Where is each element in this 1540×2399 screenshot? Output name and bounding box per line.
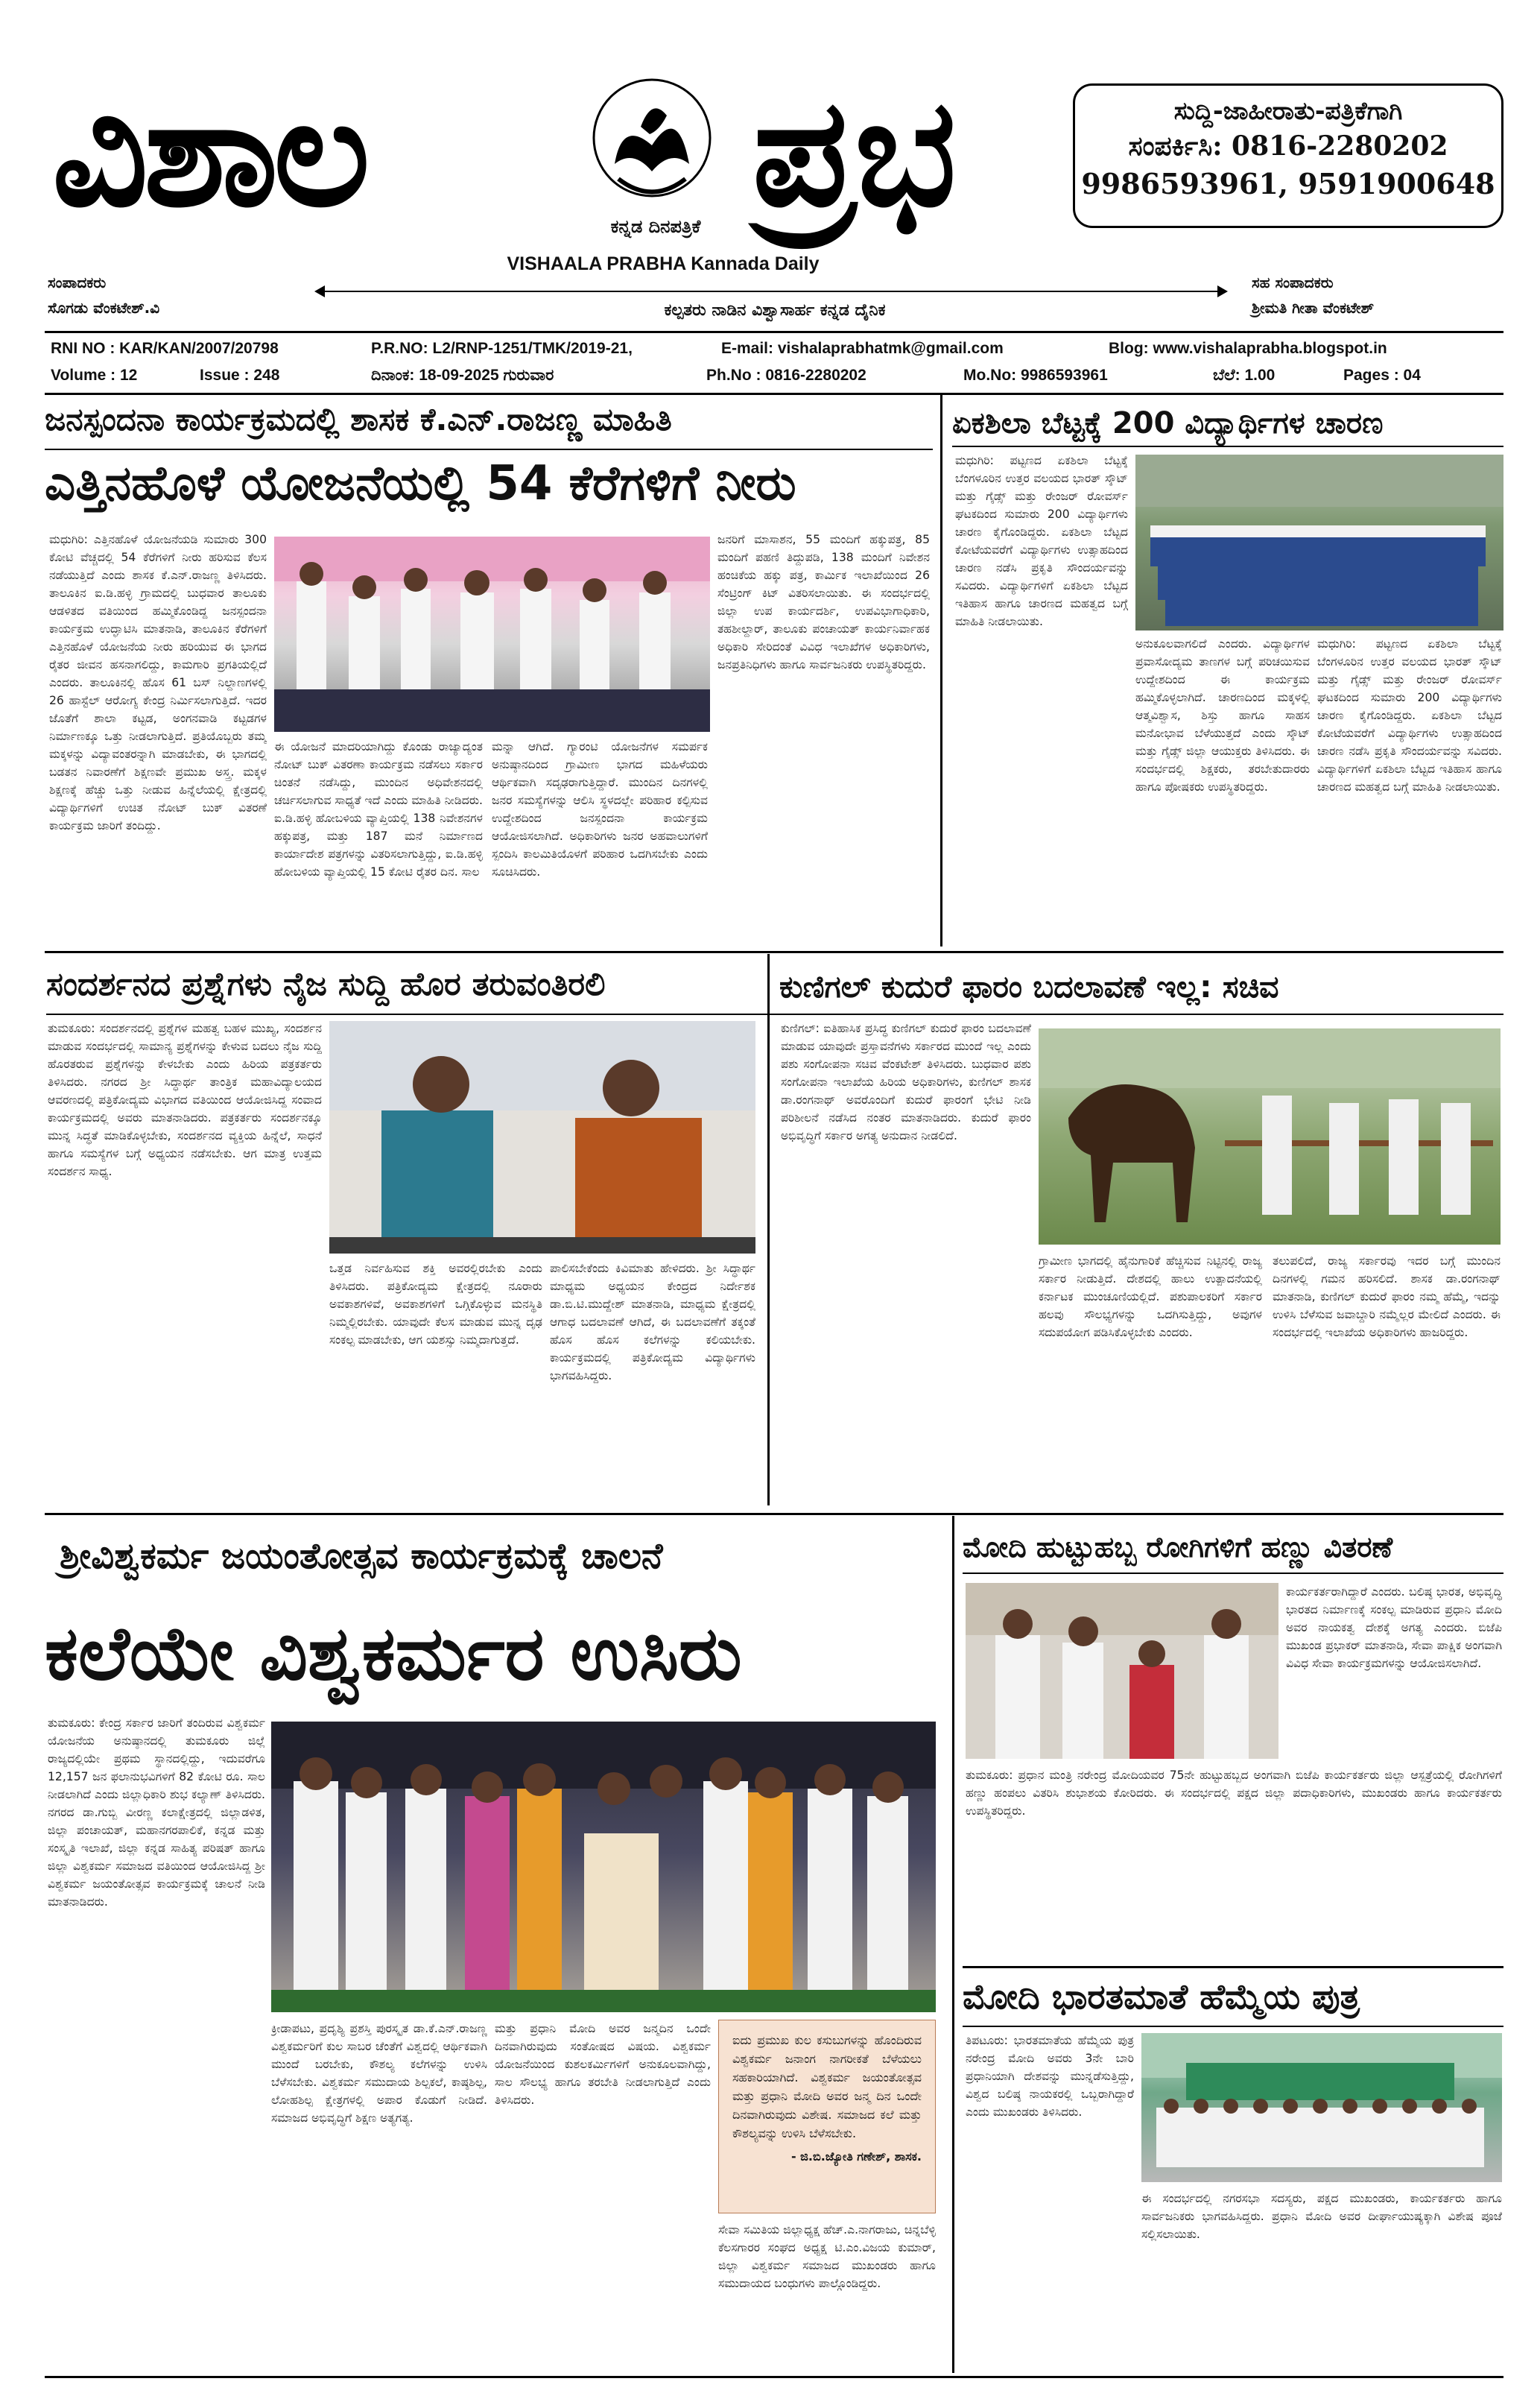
contact-line-2: ಸಂಪರ್ಕಿಸಿ: 0816-2280202 (1128, 130, 1448, 162)
story5-col2: ಕ್ರೀಡಾಪಟು, ಪ್ರದೃಶ್ಯಿ ಪ್ರಶಸ್ತಿ ಪುರಸ್ಕೃತ ಡಾ.ಕೆ.ಎನ್.ರಾಜಣ್ಣ ವಿಶ್ವಕರ್ಮರಿಗೆ ಕುಲ ಸಾಬರ ಚೆಂತೆಗೆ ವಿಶ್ವದಲ್ಲಿ ಆರ್ಥಿಕವಾಗಿ ಮುಂದೆ ಬರಬೇಕು, ಕೌಶಲ್ಯ ಕಲೆಗಳನ್ನು ಉಳಿಸಿ ಬೆಳೆಸಬೇಕು. ವಿಶ್ವಕರ್ಮ ಸಮುದಾಯ ಶಿಲ್ಪಕಲೆ, ಕಾಷ್ಠಶಿಲ್ಪ, ಲೋಹಶಿಲ್ಪ ಕ್ಷೇತ್ರಗಳಲ್ಲಿ ಅಪಾರ ಕೊಡುಗೆ ನೀಡಿದೆ. ಸಮಾಜದ ಅಭಿವೃದ್ಧಿಗೆ ಶಿಕ್ಷಣ ಅತ್ಯಗತ್ಯ. (271, 2022, 487, 2125)
story2-col2b: ಮಧುಗಿರಿ: ಪಟ್ಟಣದ ಏಕಶಿಲಾ ಬೆಟ್ಟಕ್ಕೆ ಬೆಂಗಳೂರಿನ ಉತ್ತರ ವಲಯದ ಭಾರತ್ ಸ್ಕೌಟ್ ಮತ್ತು ಗೈಡ್ಸ್ ಮತ್ತು ರೇಂಜರ್ ರೋವರ್ಸ್ ಘಟಕದಿಂದ ಸುಮಾರು 200 ವಿದ್ಯಾರ್ಥಿಗಳು ಚಾರಣ ಕೈಗೊಂಡಿದ್ದರು. ಏಕಶಿಲಾ ಬೆಟ್ಟದ ಕೋಟೆಯವರೆಗೆ ವಿದ್ಯಾರ್ಥಿಗಳು ಉತ್ಸಾಹದಿಂದ ಚಾರಣ ನಡೆಸಿ ಪ್ರಕೃತಿ ಸೌಂದರ್ಯವನ್ನು ಸವಿದರು. ವಿದ್ಯಾರ್ಥಿಗಳಿಗೆ ಏಕಶಿಲಾ ಬೆಟ್ಟದ ಇತಿಹಾಸ ಹಾಗೂ ಚಾರಣದ ಮಹತ್ವದ ಬಗ್ಗೆ ಮಾಹಿತಿ ನೀಡಲಾಯಿತು. (1317, 637, 1502, 794)
story5-photo (271, 1722, 936, 2012)
story4-headline: ಕುಣಿಗಲ್ ಕುದುರೆ ಫಾರಂ ಬದಲಾವಣೆ ಇಲ್ಲ: ಸಚಿವ (779, 969, 1279, 1005)
rule (963, 2026, 1503, 2027)
rni-number: RNI NO : KAR/KAN/2007/20798 (51, 340, 279, 357)
story5-col3: ಮತ್ತು ಪ್ರಧಾನಿ ಮೋದಿ ಅವರ ಜನ್ಮದಿನ ಒಂದೇ ದಿನವಾಗಿರುವುದು ಸಂತೋಷದ ವಿಷಯ. ವಿಶ್ವಕರ್ಮ ಯೋಜನೆಯಿಂದ ಕುಶಲಕರ್ಮಿಗಳಿಗೆ ಅನುಕೂಲವಾಗಿದ್ದು, ಸಾಲ ಸೌಲಭ್ಯ ಹಾಗೂ ತರಬೇತಿ ನೀಡಲಾಗುತ್ತಿದೆ ಎಂದು ತಿಳಿಸಿದರು. (495, 2022, 711, 2107)
pages: Pages : 04 (1343, 367, 1421, 384)
story7-photo (1141, 2033, 1502, 2182)
story4-col3: ತಲುಪಲಿದೆ, ರಾಜ್ಯ ಸರ್ಕಾರವು ಇದರ ಬಗ್ಗೆ ಮುಂದಿನ ದಿನಗಳಲ್ಲಿ ಗಮನ ಹರಿಸಲಿದೆ. ಶಾಸಕ ಡಾ.ರಂಗನಾಥ್ ಮಾತನಾಡಿ, ಕುಣಿಗಲ್ ಕುದುರೆ ಫಾರಂ ನಮ್ಮ ಹೆಮ್ಮೆ, ಇದನ್ನು ಉಳಿಸಿ ಬೆಳೆಸುವ ಜವಾಬ್ದಾರಿ ನಮ್ಮೆಲ್ಲರ ಮೇಲಿದೆ ಎಂದರು. ಈ ಸಂದರ್ಭದಲ್ಲಿ ಇಲಾಖೆಯ ಅಧಿಕಾರಿಗಳು ಹಾಜರಿದ್ದರು. (1273, 1254, 1501, 1339)
story2-col1: ಮಧುಗಿರಿ: ಪಟ್ಟಣದ ಏಕಶಿಲಾ ಬೆಟ್ಟಕ್ಕೆ ಬೆಂಗಳೂರಿನ ಉತ್ತರ ವಲಯದ ಭಾರತ್ ಸ್ಕೌಟ್ ಮತ್ತು ಗೈಡ್ಸ್ ಮತ್ತು ರೇಂಜರ್ ರೋವರ್ಸ್ ಘಟಕದಿಂದ ಸುಮಾರು 200 ವಿದ್ಯಾರ್ಥಿಗಳು ಚಾರಣ ಕೈಗೊಂಡಿದ್ದರು. ಏಕಶಿಲಾ ಬೆಟ್ಟದ ಕೋಟೆಯವರೆಗೆ ವಿದ್ಯಾರ್ಥಿಗಳು ಉತ್ಸಾಹದಿಂದ ಚಾರಣ ನಡೆಸಿ ಪ್ರಕೃತಿ ಸೌಂದರ್ಯವನ್ನು ಸವಿದರು. ವಿದ್ಯಾರ್ಥಿಗಳಿಗೆ ಏಕಶಿಲಾ ಬೆಟ್ಟದ ಇತಿಹಾಸ ಹಾಗೂ ಚಾರಣದ ಮಹತ್ವದ ಬಗ್ಗೆ ಮಾಹಿತಿ ನೀಡಲಾಯಿತು. (955, 454, 1128, 628)
section-rule (45, 1513, 1503, 1515)
contact-line-3: 9986593961, 9591900648 (1081, 167, 1495, 200)
story1-photo (274, 537, 710, 732)
story3-col2: ಒತ್ತಡ ನಿರ್ವಹಿಸುವ ಶಕ್ತಿ ಅವರಲ್ಲಿರಬೇಕು ಎಂದು ತಿಳಿಸಿದರು. ಪತ್ರಿಕೋದ್ಯಮ ಕ್ಷೇತ್ರದಲ್ಲಿ ನೂರಾರು ಅವಕಾಶಗಳಿವೆ, ಅವಕಾಶಗಳಿಗೆ ಒಗ್ಗಿಕೊಳ್ಳುವ ಮನಸ್ಥಿತಿ ನಿಮ್ಮಲ್ಲಿರಬೇಕು. ಯಾವುದೇ ಕೆಲಸ ಮಾಡುವ ಮುನ್ನ ದೃಢ ಸಂಕಲ್ಪ ಮಾಡಬೇಕು, ಆಗ ಯಶಸ್ಸು ನಿಮ್ಮದಾಗುತ್ತದೆ. (329, 1262, 542, 1347)
story5-kicker: ಶ್ರೀವಿಶ್ವಕರ್ಮ ಜಯಂತೋತ್ಸವ ಕಾರ್ಯಕ್ರಮಕ್ಕೆ ಚಾಲನೆ (60, 1535, 663, 1577)
story7-headline: ಮೋದಿ ಭಾರತಮಾತೆ ಹೆಮ್ಮೆಯ ಪುತ್ರ (963, 1976, 1360, 2017)
column-rule (952, 1516, 954, 2373)
story1-col1: ಮಧುಗಿರಿ: ಎತ್ತಿನಹೊಳೆ ಯೋಜನೆಯಡಿ ಸುಮಾರು 300 ಕೋಟಿ ವೆಚ್ಚದಲ್ಲಿ 54 ಕೆರೆಗಳಿಗೆ ನೀರು ಹರಿಸುವ ಕೆಲಸ ನಡೆಯುತ್ತಿದೆ ಎಂದು ಶಾಸಕ ಕೆ.ಎನ್.ರಾಜಣ್ಣ ತಿಳಿಸಿದರು. ತಾಲೂಕಿನ ಐ.ಡಿ.ಹಳ್ಳಿ ಗ್ರಾಮದಲ್ಲಿ ಬುಧವಾರ ತಾಲೂಕು ಆಡಳಿತದ ವತಿಯಿಂದ ಹಮ್ಮಿಕೊಂಡಿದ್ದ ಜನಸ್ಪಂದನಾ ಕಾರ್ಯಕ್ರಮ ಉದ್ಘಾಟಿಸಿ ಮಾತನಾಡಿ, ತಾಲೂಕಿನ ಕೆರೆಗಳಿಗೆ ಎತ್ತಿನಹೊಳೆ ಯೋಜನೆಯ ನೀರು ಹರಿಯುವ ಈ ಭಾಗದ ರೈತರ ಜೀವನ ಹಸನಾಗಲಿದ್ದು, ಕಾಮಗಾರಿ ಪ್ರಗತಿಯಲ್ಲಿದೆ ಎಂದರು. ತಾಲೂಕಿನಲ್ಲಿ ಹೊಸ 61 ಬಸ್ ನಿಲ್ದಾಣಗಳಲ್ಲಿ 26 ಹಾಸ್ಟೆಲ್ ಆರೋಗ್ಯ ಕೇಂದ್ರ ನಿರ್ಮಿಸಲಾಗುತ್ತಿದೆ. ಇದರ ಜೊತೆಗೆ ಶಾಲಾ ಕಟ್ಟಡ, ಅಂಗನವಾಡಿ ಕಟ್ಟಡಗಳ ನಿರ್ಮಾಣಕ್ಕೂ ಒತ್ತು ನೀಡಲಾಗುತ್ತಿದೆ. ಪ್ರತಿಯೊಬ್ಬರು ತಮ್ಮ ಮಕ್ಕಳನ್ನು ವಿದ್ಯಾವಂತರನ್ನಾಗಿ ಮಾಡಬೇಕು, ಈ ಭಾಗದಲ್ಲಿ ಬಡತನ ನಿವಾರಣೆಗೆ ಶಿಕ್ಷಣವೇ ಪ್ರಮುಖ ಅಸ್ತ್ರ. ಮಕ್ಕಳ ಶಿಕ್ಷಣಕ್ಕೆ ಹೆಚ್ಚು ಒತ್ತು ನೀಡುವ ಹಿನ್ನೆಲೆಯಲ್ಲಿ ಕ್ಷೇತ್ರದಲ್ಲಿ ವಿದ್ಯಾರ್ಥಿಗಳಿಗೆ ಉಚಿತ ನೋಟ್ ಬುಕ್ ವಿತರಣೆ ಕಾರ್ಯಕ್ರಮ ಜಾರಿಗೆ ತಂದಿದ್ದು. (49, 533, 267, 832)
rule (952, 446, 1503, 447)
story1-col4: ಜನರಿಗೆ ಮಾಸಾಶನ, 55 ಮಂದಿಗೆ ಹಕ್ಕುಪತ್ರ, 85 ಮಂದಿಗೆ ಪಹಣಿ ತಿದ್ದುಪಡಿ, 138 ಮಂದಿಗೆ ನಿವೇಶನ ಹಂಚಿಕೆಯ ಹಕ್ಕು ಪತ್ರ, ಕಾರ್ಮಿಕ ಇಲಾಖೆಯಿಂದ 26 ಸೆಂಟ್ರಿಂಗ್ ಕಿಟ್ ವಿತರಿಸಲಾಯಿತು. ಈ ಸಂದರ್ಭದಲ್ಲಿ ಜಿಲ್ಲಾ ಉಪ ಕಾರ್ಯದರ್ಶಿ, ಉಪವಿಭಾಗಾಧಿಕಾರಿ, ತಹಶೀಲ್ದಾರ್, ತಾಲೂಕು ಪಂಚಾಯತ್ ಕಾರ್ಯನಿರ್ವಾಹಕ ಅಧಿಕಾರಿ ಸೇರಿದಂತೆ ವಿವಿಧ ಇಲಾಖೆಗಳ ಅಧಿಕಾರಿಗಳು, ಜನಪ್ರತಿನಿಧಿಗಳು ಹಾಗೂ ಸಾರ್ವಜನಿಕರು ಉಪಸ್ಥಿತರಿದ್ದರು. (717, 533, 930, 671)
story5-quote: ಐದು ಪ್ರಮುಖ ಕುಲ ಕಸುಬುಗಳನ್ನು ಹೊಂದಿರುವ ವಿಶ್ವಕರ್ಮ ಜನಾಂಗ ನಾಗರೀಕತೆ ಬೆಳೆಯಲು ಸಹಕಾರಿಯಾಗಿದೆ. ವಿಶ್ವಕರ್ಮ ಜಯಂತೋತ್ಸವ ಮತ್ತು ಪ್ರಧಾನಿ ಮೋದಿ ಅವರ ಜನ್ಮ ದಿನ ಒಂದೇ ದಿನವಾಗಿರುವುದು ವಿಶೇಷ. ಸಮಾಜದ ಕಲೆ ಮತ್ತು ಕೌಶಲ್ಯವನ್ನು ಉಳಿಸಿ ಬೆಳೆಸಬೇಕು. (732, 2033, 922, 2140)
rule (779, 1014, 1503, 1015)
co-editor-label: ಸಹ ಸಂಪಾದಕರು (1252, 274, 1334, 291)
story5-col4: ಸೇವಾ ಸಮಿತಿಯ ಜಿಲ್ಲಾಧ್ಯಕ್ಷ ಹೆಚ್.ಎ.ನಾಗರಾಜು, ಚಿನ್ನಬೆಳ್ಳಿ ಕೆಲಸಗಾರರ ಸಂಘದ ಅಧ್ಯಕ್ಷ ಟಿ.ಎಂ.ವಿಜಯ ಕುಮಾರ್, ಜಿಲ್ಲಾ ವಿಶ್ವಕರ್ಮ ಸಮಾಜದ ಮುಖಂಡರು ಹಾಗೂ ಸಮುದಾಯದ ಬಂಧುಗಳು ಪಾಲ್ಗೊಂಡಿದ್ದರು. (718, 2223, 936, 2290)
story6-col-bottom: ತುಮಕೂರು: ಪ್ರಧಾನ ಮಂತ್ರಿ ನರೇಂದ್ರ ಮೋದಿಯವರ 75ನೇ ಹುಟ್ಟುಹಬ್ಬದ ಅಂಗವಾಗಿ ಬಿಜೆಪಿ ಕಾರ್ಯಕರ್ತರು ಜಿಲ್ಲಾ ಆಸ್ಪತ್ರೆಯಲ್ಲಿ ರೋಗಿಗಳಿಗೆ ಹಣ್ಣು ಹಂಪಲು ವಿತರಿಸಿ ಶುಭಾಶಯ ಕೋರಿದರು. ಈ ಸಂದರ್ಭದಲ್ಲಿ ಪಕ್ಷದ ಜಿಲ್ಲಾ ಪದಾಧಿಕಾರಿಗಳು, ಮುಖಂಡರು ಹಾಗೂ ಕಾರ್ಯಕರ್ತರು ಉಪಸ್ಥಿತರಿದ್ದರು. (966, 1769, 1502, 1818)
subtitle-kannada: ಕನ್ನಡ ದಿನಪತ್ರಿಕೆ (610, 216, 701, 237)
date: ದಿನಾಂಕ: 18-09-2025 ಗುರುವಾರ (371, 367, 554, 384)
column-rule (940, 395, 942, 946)
story3-col1: ತುಮಕೂರು: ಸಂದರ್ಶನದಲ್ಲಿ ಪ್ರಶ್ನೆಗಳ ಮಹತ್ವ ಬಹಳ ಮುಖ್ಯ, ಸಂದರ್ಶನ ಮಾಡುವ ಸಂದರ್ಭದಲ್ಲಿ ಸಾಮಾನ್ಯ ಪ್ರಶ್ನೆಗಳನ್ನು ಕೇಳುವ ಬದಲು ನೈಜ ಸುದ್ದಿ ಹೊರತರುವ ಪ್ರಶ್ನೆಗಳನ್ನು ಕೇಳಬೇಕು ಎಂದು ಹಿರಿಯ ಪತ್ರಕರ್ತರು ತಿಳಿಸಿದರು. ನಗರದ ಶ್ರೀ ಸಿದ್ಧಾರ್ಥ ತಾಂತ್ರಿಕ ಮಹಾವಿದ್ಯಾಲಯದ ಆವರಣದಲ್ಲಿ ಪತ್ರಿಕೋದ್ಯಮ ವಿಭಾಗದ ವತಿಯಿಂದ ಆಯೋಜಿಸಿದ್ದ ಸಂವಾದ ಕಾರ್ಯಕ್ರಮದಲ್ಲಿ ಅವರು ಮಾತನಾಡಿದರು. ಪತ್ರಕರ್ತರು ಸಂದರ್ಶನಕ್ಕೂ ಮುನ್ನ ಸಿದ್ಧತೆ ಮಾಡಿಕೊಳ್ಳಬೇಕು, ಸಂದರ್ಶನದ ವ್ಯಕ್ತಿಯ ಹಿನ್ನೆಲೆ, ಸಾಧನೆ ಹಾಗೂ ಸಮಸ್ಯೆಗಳ ಬಗ್ಗೆ ಅಧ್ಯಯನ ನಡೆಸಬೇಕು. ಆಗ ಮಾತ್ರ ಉತ್ತಮ ಸಂದರ್ಶನ ಸಾಧ್ಯ. (48, 1022, 322, 1178)
story6-headline: ಮೋದಿ ಹುಟ್ಟುಹಬ್ಬ ರೋಗಿಗಳಿಗೆ ಹಣ್ಣು ವಿತರಣೆ (963, 1531, 1393, 1564)
rule (963, 1573, 1503, 1574)
story2-headline: ಏಕಶಿಲಾ ಬೆಟ್ಟಕ್ಕೆ 200 ವಿದ್ಯಾರ್ಥಿಗಳ ಚಾರಣ (952, 406, 1384, 440)
dove-emblem-icon (589, 75, 715, 216)
editor-name: ಸೊಗಡು ವೆಂಕಟೇಶ್.ವಿ (48, 299, 160, 317)
slogan: ಕಲ್ಪತರು ನಾಡಿನ ವಿಶ್ವಾಸಾರ್ಹ ಕನ್ನಡ ದೈನಿಕ (664, 301, 886, 320)
story5-col1: ತುಮಕೂರು: ಕೇಂದ್ರ ಸರ್ಕಾರ ಜಾರಿಗೆ ತಂದಿರುವ ವಿಶ್ವಕರ್ಮ ಯೋಜನೆಯ ಅನುಷ್ಠಾನದಲ್ಲಿ ತುಮಕೂರು ಜಿಲ್ಲೆ ರಾಜ್ಯದಲ್ಲಿಯೇ ಪ್ರಥಮ ಸ್ಥಾನದಲ್ಲಿದ್ದು, ಇದುವರೆಗೂ 12,157 ಜನ ಫಲಾನುಭವಿಗಳಿಗೆ 82 ಕೋಟಿ ರೂ. ಸಾಲ ನೀಡಲಾಗಿದೆ ಎಂದು ಜಿಲ್ಲಾಧಿಕಾರಿ ಶುಭ ಕಲ್ಯಾಣ್ ತಿಳಿಸಿದರು. ನಗರದ ಡಾ.ಗುಬ್ಬಿ ವೀರಣ್ಣ ಕಲಾಕ್ಷೇತ್ರದಲ್ಲಿ ಜಿಲ್ಲಾಡಳಿತ, ಜಿಲ್ಲಾ ಪಂಚಾಯತ್, ಮಹಾನಗರಪಾಲಿಕೆ, ಕನ್ನಡ ಮತ್ತು ಸಂಸ್ಕೃತಿ ಇಲಾಖೆ, ಜಿಲ್ಲಾ ಕನ್ನಡ ಸಾಹಿತ್ಯ ಪರಿಷತ್ ಹಾಗೂ ಜಿಲ್ಲಾ ವಿಶ್ವಕರ್ಮ ಸಮಾಜದ ವತಿಯಿಂದ ಆಯೋಜಿಸಿದ್ದ ಶ್ರೀ ವಿಶ್ವಕರ್ಮ ಜಯಂತೋತ್ಸವ ಕಾರ್ಯಕ್ರಮಕ್ಕೆ ಚಾಲನೆ ನೀಡಿ ಮಾತನಾಡಿದರು. (48, 1716, 265, 1909)
story1-col2: ಈ ಯೋಜನೆ ಮಾದರಿಯಾಗಿದ್ದು ಕೊಂಡು ರಾಜ್ಯಾದ್ಯಂತ ನೋಟ್ ಬುಕ್ ವಿತರಣಾ ಕಾರ್ಯಕ್ರಮ ನಡೆಸಲು ಸರ್ಕಾರ ಚಿಂತನೆ ನಡೆಸಿದ್ದು, ಮುಂದಿನ ಅಧಿವೇಶನದಲ್ಲಿ ಚರ್ಚಿಸಲಾಗುವ ಸಾಧ್ಯತೆ ಇದೆ ಎಂದು ಮಾಹಿತಿ ನೀಡಿದರು. ಐ.ಡಿ.ಹಳ್ಳಿ ಹೋಬಳಿಯ ವ್ಯಾಪ್ತಿಯಲ್ಲಿ 138 ನಿವೇಶನಗಳ ಹಕ್ಕುಪತ್ರ, ಮತ್ತು 187 ಮನೆ ನಿರ್ಮಾಣದ ಕಾರ್ಯಾದೇಶ ಪತ್ರಗಳನ್ನು ವಿತರಿಸಲಾಗುತ್ತಿದ್ದು, ಐ.ಡಿ.ಹಳ್ಳಿ ಹೋಬಳಿಯ ವ್ಯಾಪ್ತಿಯಲ್ಲಿ 15 ಕೋಟಿ ರೈತರ ದಿನ. ಸಾಲ (274, 740, 483, 879)
contact-line-1: ಸುದ್ದಿ-ಜಾಹೀರಾತು-ಪತ್ರಿಕೆಗಾಗಿ (1173, 96, 1403, 125)
mobile: Mo.No: 9986593961 (963, 367, 1108, 384)
co-editor-name: ಶ್ರೀಮತಿ ಗೀತಾ ವೆಂಕಟೇಶ್ (1252, 299, 1375, 317)
pr-number: P.R.NO: L2/RNP-1251/TMK/2019-21, (371, 340, 633, 357)
section-rule (45, 951, 1503, 953)
story7-col-bottom: ಈ ಸಂದರ್ಭದಲ್ಲಿ ನಗರಸಭಾ ಸದಸ್ಯರು, ಪಕ್ಷದ ಮುಖಂಡರು, ಕಾರ್ಯಕರ್ತರು ಹಾಗೂ ಸಾರ್ವಜನಿಕರು ಭಾಗವಹಿಸಿದ್ದರು. ಪ್ರಧಾನಿ ಮೋದಿ ಅವರ ದೀರ್ಘಾಯುಷ್ಯಕ್ಕಾಗಿ ವಿಶೇಷ ಪೂಜೆ ಸಲ್ಲಿಸಲಾಯಿತು. (1141, 2192, 1502, 2241)
contact-box (1073, 83, 1503, 228)
story4-col2: ಗ್ರಾಮೀಣ ಭಾಗದಲ್ಲಿ ಹೈನುಗಾರಿಕೆ ಹೆಚ್ಚಿಸುವ ನಿಟ್ಟಿನಲ್ಲಿ ರಾಜ್ಯ ಸರ್ಕಾರ ನೀಡುತ್ತಿದೆ. ದೇಶದಲ್ಲಿ ಹಾಲು ಉತ್ಪಾದನೆಯಲ್ಲಿ ಕರ್ನಾಟಕ ಮುಂಚೂಣಿಯಲ್ಲಿದೆ. ಪಶುಪಾಲಕರಿಗೆ ಸರ್ಕಾರ ಹಲವು ಸೌಲಭ್ಯಗಳನ್ನು ಒದಗಿಸುತ್ತಿದ್ದು, ಅವುಗಳ ಸದುಪಯೋಗ ಪಡಿಸಿಕೊಳ್ಳಬೇಕು ಎಂದರು. (1039, 1254, 1262, 1339)
editor-block (48, 270, 159, 320)
story5-quote-author: - ಜಿ.ಬಿ.ಜ್ಯೋತಿ ಗಣೇಶ್, ಶಾಸಕ. (790, 2149, 922, 2163)
issue: Issue : 248 (200, 367, 280, 384)
email: E-mail: vishalaprabhatmk@gmail.com (721, 340, 1004, 357)
story3-headline: ಸಂದರ್ಶನದ ಪ್ರಶ್ನೆಗಳು ನೈಜ ಸುದ್ದಿ ಹೊರ ತರುವಂತಿರಲಿ (46, 966, 606, 1003)
price: ಬೆಲೆ: 1.00 (1213, 367, 1276, 384)
story4-photo (1039, 1028, 1501, 1245)
editor-label: ಸಂಪಾದಕರು (48, 274, 107, 291)
story1-col3: ಮನ್ನಾ ಆಗಿದೆ. ಗ್ಯಾರಂಟಿ ಯೋಜನೆಗಳ ಸಮರ್ಪಕ ಅನುಷ್ಠಾನದಿಂದ ಗ್ರಾಮೀಣ ಭಾಗದ ಮಹಿಳೆಯರು ಆರ್ಥಿಕವಾಗಿ ಸದೃಢರಾಗುತ್ತಿದ್ದಾರೆ. ಮುಂದಿನ ದಿನಗಳಲ್ಲಿ ಜನರ ಸಮಸ್ಯೆಗಳನ್ನು ಆಲಿಸಿ ಸ್ಥಳದಲ್ಲೇ ಪರಿಹಾರ ಕಲ್ಪಿಸುವ ಉದ್ದೇಶದಿಂದ ಜನಸ್ಪಂದನಾ ಕಾರ್ಯಕ್ರಮ ಆಯೋಜಿಸಲಾಗಿದೆ. ಅಧಿಕಾರಿಗಳು ಜನರ ಅಹವಾಲುಗಳಿಗೆ ಸ್ಪಂದಿಸಿ ಕಾಲಮಿತಿಯೊಳಗೆ ಪರಿಹಾರ ಒದಗಿಸಬೇಕು ಎಂದು ಸೂಚಿಸಿದರು. (492, 740, 708, 879)
story7-col-top: ತಿಪಟೂರು: ಭಾರತಮಾತೆಯ ಹೆಮ್ಮೆಯ ಪುತ್ರ ನರೇಂದ್ರ ಮೋದಿ ಅವರು 3ನೇ ಬಾರಿ ಪ್ರಧಾನಿಯಾಗಿ ದೇಶವನ್ನು ಮುನ್ನಡೆಸುತ್ತಿದ್ದು, ವಿಶ್ವದ ಬಲಿಷ್ಠ ನಾಯಕರಲ್ಲಿ ಒಬ್ಬರಾಗಿದ್ದಾರೆ ಎಂದು ಮುಖಂಡರು ತಿಳಿಸಿದರು. (966, 2034, 1134, 2119)
volume: Volume : 12 (51, 367, 138, 384)
slogan-divider (320, 291, 1222, 292)
story2-photo (1135, 455, 1503, 630)
info-bar (45, 331, 1503, 395)
story3-col3: ಪಾಲಿಸಬೇಕೆಂದು ಕಿವಿಮಾತು ಹೇಳಿದರು. ಶ್ರೀ ಸಿದ್ಧಾರ್ಥ ಮಾಧ್ಯಮ ಅಧ್ಯಯನ ಕೇಂದ್ರದ ನಿರ್ದೇಶಕ ಡಾ.ಬಿ.ಟಿ.ಮುದ್ದೇಶ್ ಮಾತನಾಡಿ, ಮಾಧ್ಯಮ ಕ್ಷೇತ್ರದಲ್ಲಿ ಆಗಾಧ ಬದಲಾವಣೆ ಆಗಿದೆ, ಈ ಬದಲಾವಣೆಗೆ ತಕ್ಕಂತೆ ಹೊಸ ಹೊಸ ಕಲೆಗಳನ್ನು ಕಲಿಯಬೇಕು. ಕಾರ್ಯಕ್ರಮದಲ್ಲಿ ಪತ್ರಿಕೋದ್ಯಮ ವಿದ್ಯಾರ್ಥಿಗಳು ಭಾಗವಹಿಸಿದ್ದರು. (550, 1262, 755, 1382)
story1-headline: ಎತ್ತಿನಹೊಳೆ ಯೋಜನೆಯಲ್ಲಿ 54 ಕೆರೆಗಳಿಗೆ ನೀರು (45, 456, 796, 511)
story4-col1: ಕುಣಿಗಲ್: ಐತಿಹಾಸಿಕ ಪ್ರಸಿದ್ಧ ಕುಣಿಗಲ್ ಕುದುರೆ ಫಾರಂ ಬದಲಾವಣೆ ಮಾಡುವ ಯಾವುದೇ ಪ್ರಸ್ತಾವನೆಗಳು ಸರ್ಕಾರದ ಮುಂದೆ ಇಲ್ಲ ಎಂದು ಪಶು ಸಂಗೋಪನಾ ಸಚಿವ ವೆಂಕಟೇಶ್ ತಿಳಿಸಿದರು. ಬುಧವಾರ ಪಶು ಸಂಗೋಪನಾ ಇಲಾಖೆಯ ಹಿರಿಯ ಅಧಿಕಾರಿಗಳು, ಕುಣಿಗಲ್ ಶಾಸಕ ಡಾ.ರಂಗನಾಥ್ ಅವರೊಂದಿಗೆ ಕುದುರೆ ಫಾರಂಗೆ ಭೇಟಿ ನೀಡಿ ಪರಿಶೀಲನೆ ನಡೆಸಿದ ನಂತರ ಮಾತನಾಡಿದರು. ಕುದುರೆ ಫಾರಂ ಅಭಿವೃದ್ಧಿಗೆ ಸರ್ಕಾರ ಅಗತ್ಯ ಅನುದಾನ ನೀಡಲಿದೆ. (781, 1022, 1031, 1142)
story2-col2a: ಅನುಕೂಲವಾಗಲಿದೆ ಎಂದರು. ವಿದ್ಯಾರ್ಥಿಗಳ ಪ್ರವಾಸೋದ್ಯಮ ತಾಣಗಳ ಬಗ್ಗೆ ಪರಿಚಯಿಸುವ ಉದ್ದೇಶದಿಂದ ಈ ಕಾರ್ಯಕ್ರಮ ಹಮ್ಮಿಕೊಳ್ಳಲಾಗಿದೆ. ಚಾರಣದಿಂದ ಮಕ್ಕಳಲ್ಲಿ ಆತ್ಮವಿಶ್ವಾಸ, ಶಿಸ್ತು ಹಾಗೂ ಸಾಹಸ ಮನೋಭಾವ ಬೆಳೆಯುತ್ತದೆ ಎಂದು ಸ್ಕೌಟ್ ಮತ್ತು ಗೈಡ್ಸ್ ಜಿಲ್ಲಾ ಆಯುಕ್ತರು ತಿಳಿಸಿದರು. ಈ ಸಂದರ್ಭದಲ್ಲಿ ಶಿಕ್ಷಕರು, ತರಬೇತುದಾರರು ಹಾಗೂ ಪೋಷಕರು ಉಪಸ್ಥಿತರಿದ್ದರು. (1135, 637, 1310, 794)
story6-col-top: ಕಾರ್ಯಕರ್ತರಾಗಿದ್ದಾರೆ ಎಂದರು. ಬಲಿಷ್ಠ ಭಾರತ, ಅಭಿವೃದ್ಧಿ ಭಾರತದ ನಿರ್ಮಾಣಕ್ಕೆ ಸಂಕಲ್ಪ ಮಾಡಿರುವ ಪ್ರಧಾನಿ ಮೋದಿ ಅವರ ನಾಯಕತ್ವ ದೇಶಕ್ಕೆ ಅಗತ್ಯ ಎಂದರು. ಬಿಜೆಪಿ ಮುಖಂಡ ಪ್ರಭಾಕರ್ ಮಾತನಾಡಿ, ಸೇವಾ ಪಾಕ್ಷಿಕ ಅಂಗವಾಗಿ ವಿವಿಧ ಸೇವಾ ಕಾರ್ಯಕ್ರಮಗಳನ್ನು ಆಯೋಜಿಸಲಾಗಿದೆ. (1286, 1585, 1502, 1670)
subtitle-english: VISHAALA PRABHA Kannada Daily (507, 253, 820, 274)
story5-headline: ಕಲೆಯೇ ವಿಶ್ವಕರ್ಮರ ಉಸಿರು (45, 1610, 742, 1697)
column-rule (767, 954, 770, 1505)
masthead-title-left: ವಿಶಾಲ (52, 65, 366, 240)
rule (46, 1014, 791, 1015)
story3-photo (329, 1021, 755, 1254)
rule (45, 449, 933, 450)
story1-kicker: ಜನಸ್ಪಂದನಾ ಕಾರ್ಯಕ್ರಮದಲ್ಲಿ ಶಾಸಕ ಕೆ.ಎನ್.ರಾಜಣ್ಣ ಮಾಹಿತಿ (45, 401, 672, 437)
story5-quote-box (718, 2020, 936, 2213)
co-editor-block (1252, 270, 1374, 320)
story6-photo (966, 1583, 1278, 1759)
phone: Ph.No : 0816-2280202 (706, 367, 866, 384)
masthead-title-right: ಪ್ರಭ (752, 65, 957, 240)
blog: Blog: www.vishalaprabha.blogspot.in (1109, 340, 1387, 357)
bottom-rule (45, 2376, 1503, 2378)
section-rule (963, 1966, 1503, 1968)
